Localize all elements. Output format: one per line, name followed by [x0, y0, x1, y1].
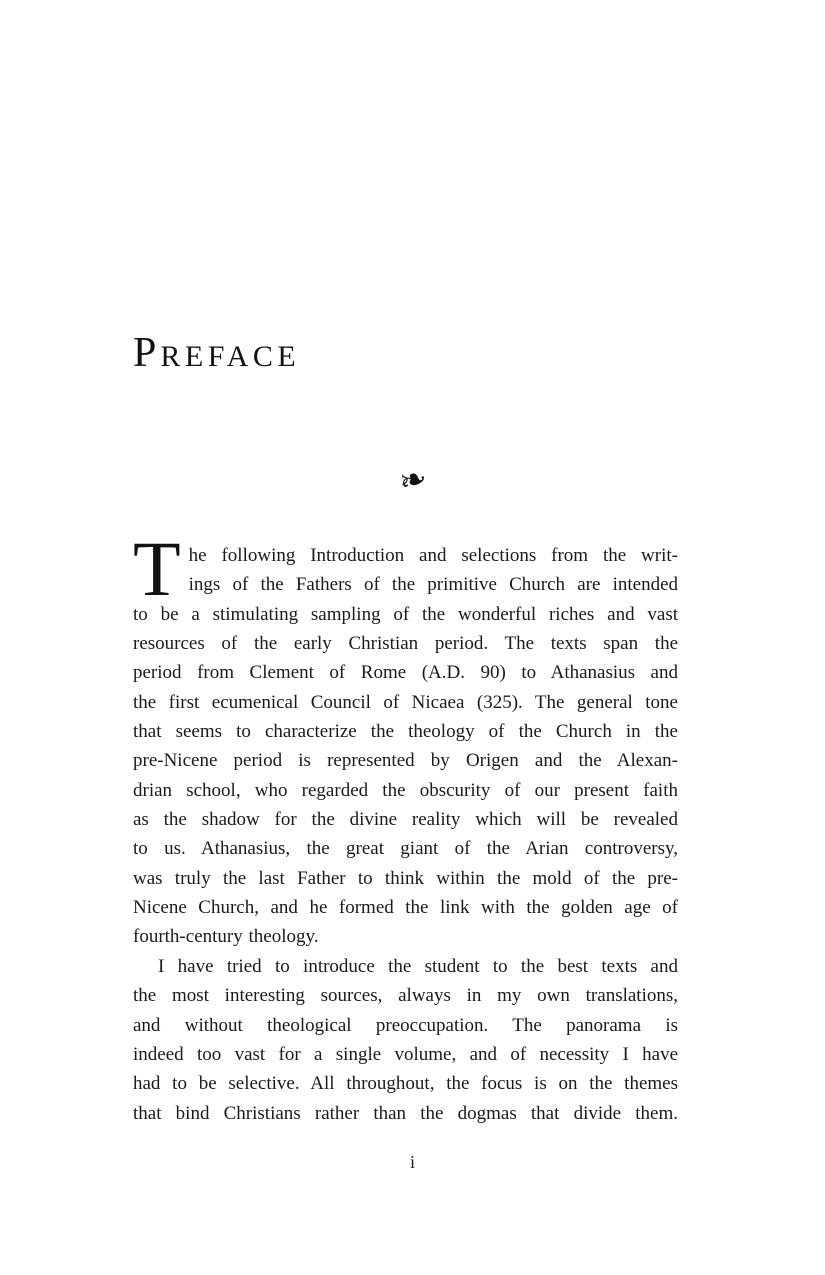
text-line: pre-Nicene period is represented by Origen and the Alexan- — [133, 750, 678, 772]
fleuron-icon: ❧ — [394, 457, 431, 502]
text-line: I have tried to introduce the student to the best texts and — [158, 955, 678, 977]
text-line: Nicene Church, and he formed the link with the golden age of — [133, 897, 678, 919]
text-line: ings of the Fathers of the primitive Church are intended — [188, 574, 678, 596]
text-line: period from Clement of Rome (A.D. 90) to Athanasius and — [133, 662, 678, 684]
heading-initial-cap: P — [133, 330, 161, 376]
text-line: the first ecumenical Council of Nicaea (325). The general tone — [133, 691, 678, 713]
chapter-heading — [133, 329, 300, 377]
text-line: he following Introduction and selections from the writ- — [188, 545, 678, 566]
folio — [0, 1152, 825, 1173]
text-lines — [133, 525, 678, 1128]
drop-cap: T — [133, 525, 181, 612]
text-line: the most interesting sources, always in my own translations, — [133, 985, 678, 1007]
text-line: that bind Christians rather than the dogmas that divide them. — [133, 1102, 678, 1124]
text-line: indeed too vast for a single volume, and of necessity I have — [133, 1043, 678, 1065]
text-line: had to be selective. All throughout, the focus is on the themes — [133, 1073, 678, 1095]
page-number: i — [409, 1152, 415, 1172]
preface-body-text — [133, 525, 678, 1128]
text-line: fourth-century theology. — [133, 926, 319, 948]
section-ornament — [0, 457, 825, 502]
text-line: was truly the last Father to think within the mold of the pre- — [133, 867, 678, 889]
text-line: drian school, who regarded the obscurity of our present faith — [133, 779, 678, 801]
text-line: resources of the early Christian period. The texts span the — [133, 633, 678, 655]
text-line: that seems to characterize the theology of the Church in the — [133, 721, 678, 743]
text-line: and without theological preoccupation. The panorama is — [133, 1014, 678, 1036]
text-line: to us. Athanasius, the great giant of the Arian controversy, — [133, 838, 678, 860]
text-line: to be a stimulating sampling of the wonderful riches and vast — [133, 603, 678, 625]
text-line: as the shadow for the divine reality which will be revealed — [133, 809, 678, 831]
heading-small-caps: REFACE — [160, 340, 301, 373]
